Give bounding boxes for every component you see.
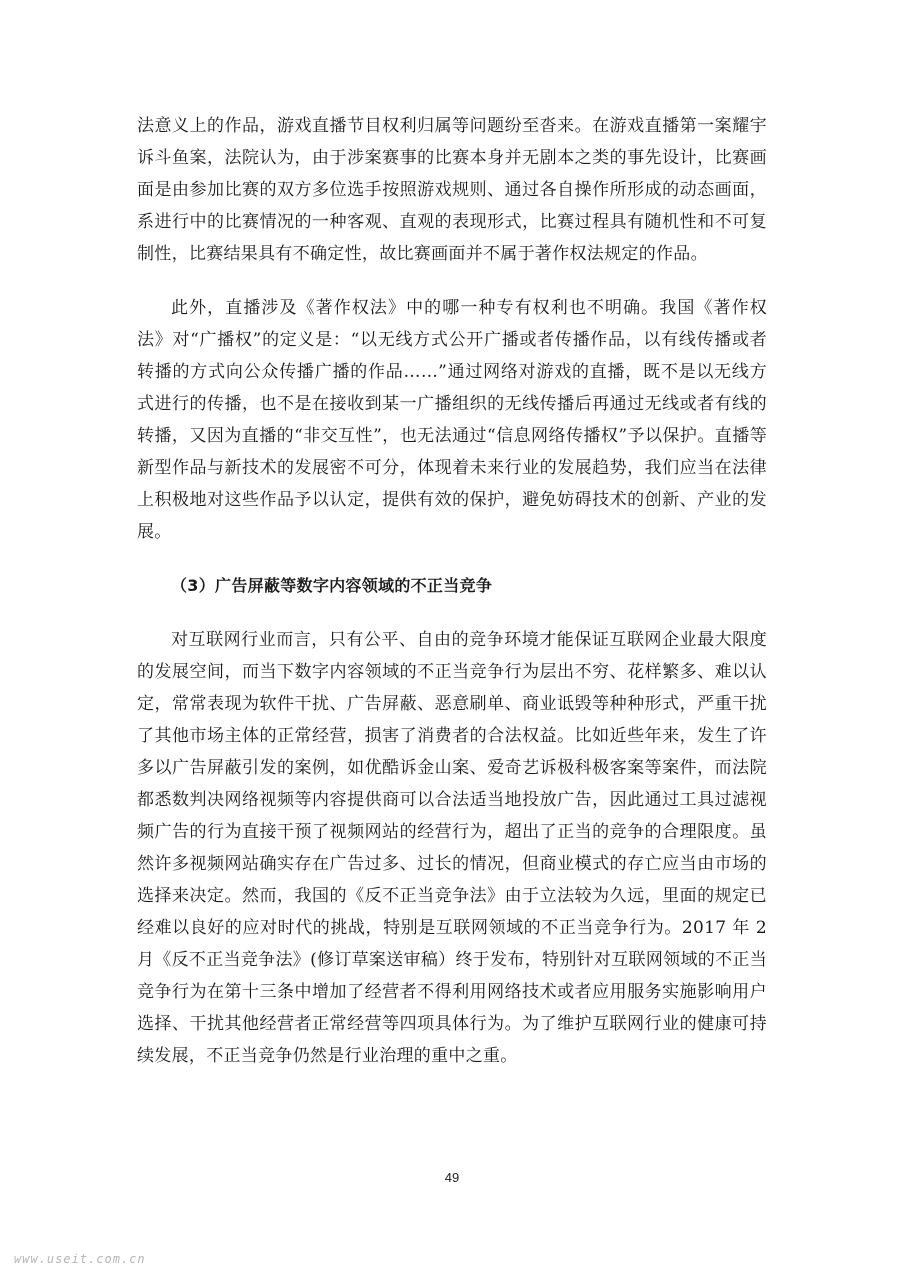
page-number: 49 bbox=[444, 1170, 460, 1185]
page-body bbox=[137, 110, 767, 1072]
paragraph-broadcast-rights: 此外，直播涉及《著作权法》中的哪一种专有权利也不明确。我国《著作权法》对“广播权”的定义是：“以无线方式公开广播或者传播作品，以有线传播或者转播的方式向公众传播广播的作品……”通过网络对游戏的直播，既不是以无线方式进行的传播，也不是在接收到某一广播组织的无线传播后再通过无线或者有线的转播，又因为直播的“非交互性”，也无法通过“信息网络传播权”予以保护。直播等新型作品与新技术的发展密不可分，体现着未来行业的发展趋势，我们应当在法律上积极地对这些作品予以认定，提供有效的保护，避免妨碍技术的创新、产业的发展。 bbox=[137, 298, 767, 542]
paragraph-gap bbox=[137, 602, 767, 624]
watermark-text: www.useit.com.cn bbox=[14, 1252, 146, 1266]
paragraph-game-broadcast: 法意义上的作品，游戏直播节目权利归属等问题纷至沓来。在游戏直播第一案耀宇诉斗鱼案，法院认为，由于涉案赛事的比赛本身并无剧本之类的事先设计，比赛画面是由参加比赛的双方多位选手按照游戏规则、通过各自操作所形成的动态画面，系进行中的比赛情况的一种客观、直观的表现形式，比赛过程具有随机性和不可复制性，比赛结果具有不确定性，故比赛画面并不属于著作权法规定的作品。 bbox=[137, 116, 767, 264]
paragraph-gap bbox=[137, 548, 767, 570]
section-heading: （3）广告屏蔽等数字内容领域的不正当竞争 bbox=[171, 576, 493, 595]
paragraph-gap bbox=[137, 270, 767, 292]
paragraph-unfair-competition: 对互联网行业而言，只有公平、自由的竞争环境才能保证互联网企业最大限度的发展空间，而当下数字内容领域的不正当竞争行为层出不穷、花样繁多、难以认定，常常表现为软件干扰、广告屏蔽、恶意刷单、商业诋毁等种种形式，严重干扰了其他市场主体的正常经营，损害了消费者的合法权益。比如近些年来，发生了许多以广告屏蔽引发的案例，如优酷诉金山案、爱奇艺诉极科极客案等案件，而法院都悉数判决网络视频等内容提供商可以合法适当地投放广告，因此通过工具过滤视频广告的行为直接干预了视频网站的经营行为，超出了正当的竞争的合理限度。虽然许多视频网站确实存在广告过多、过长的情况，但商业模式的存亡应当由市场的选择来决定。然而，我国的《反不正当竞争法》由于立法较为久远，里面的规定已经难以良好的应对时代的挑战，特别是互联网领域的不正当竞争行为。2017 年 2 月《反不正当竞争法》(修订草案送审稿）终于发布，特别针对互联网领域的不正当竞争行为在第十三条中增加了经营者不得利用网络技术或者应用服务实施影响用户选择、干扰其他经营者正常经营等四项具体行为。为了维护互联网行业的健康可持续发展，不正当竞争仍然是行业治理的重中之重。 bbox=[137, 630, 767, 1066]
